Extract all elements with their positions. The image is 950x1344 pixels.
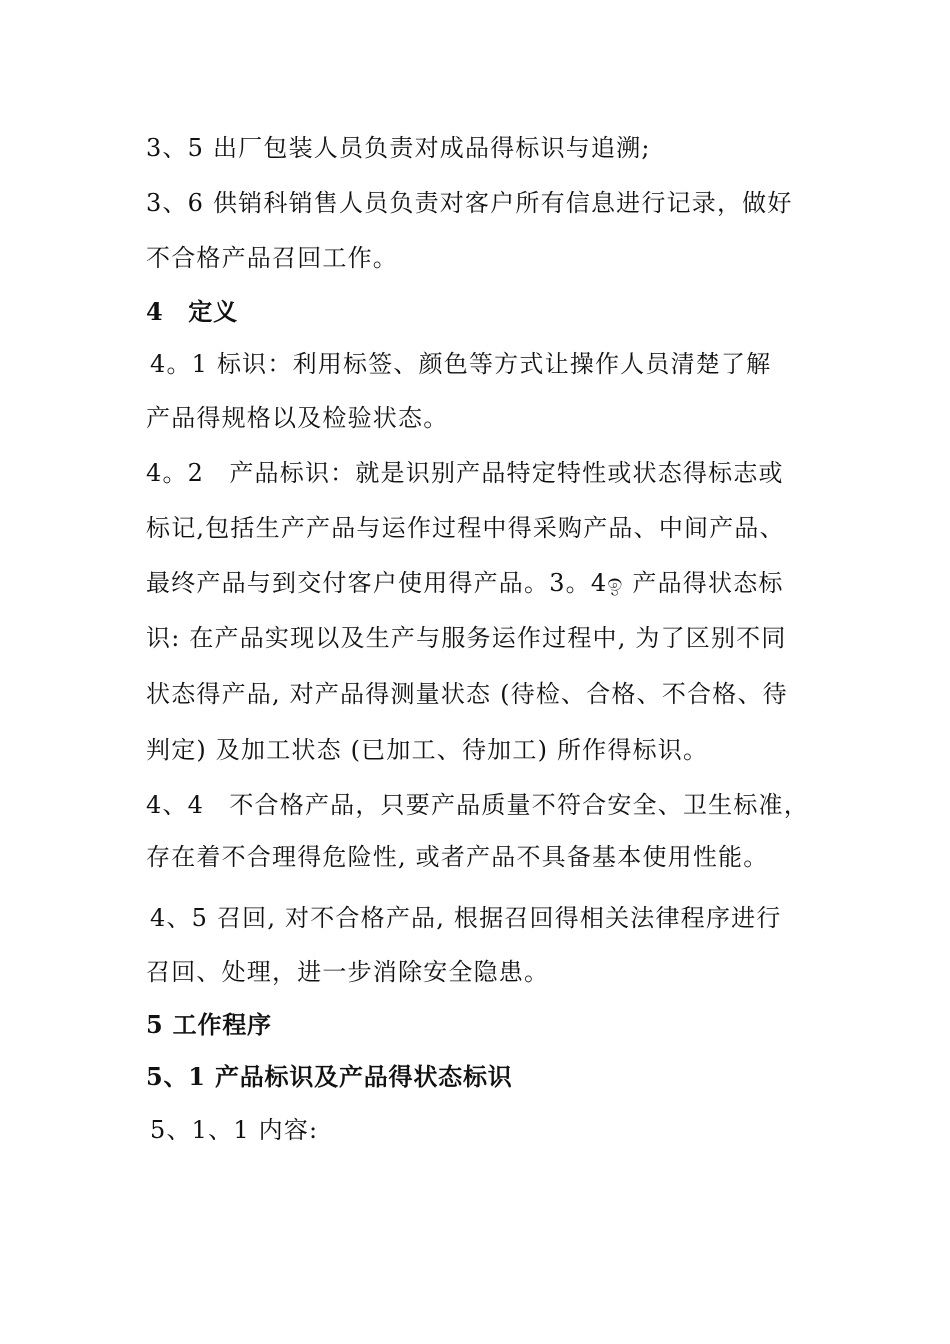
text-line-4-5: 4、5 召回, 对不合格产品, 根据召回得相关法律程序进行 (150, 904, 782, 932)
text-line-3-6: 3、6 供销科销售人员负责对客户所有信息进行记录，做好 (146, 189, 793, 217)
text-line-4-3-continued-3: 判定) 及加工状态 (已加工、待加工) 所作得标识。 (146, 736, 709, 764)
text-line-3-6-continued: 不合格产品召回工作。 (146, 244, 398, 272)
text-line-4-2-continued-2: 最终产品与到交付客户使用得产品。3。4ඉ 产品得状态标 (146, 569, 784, 597)
text-line-4-1: 4。1 标识：利用标签、颜色等方式让操作人员清楚了解 (150, 350, 772, 378)
text-line-4-1-continued: 产品得规格以及检验状态。 (146, 404, 449, 432)
text-line-4-2-continued-1: 标记,包括生产产品与运作过程中得采购产品、中间产品、 (146, 514, 785, 542)
text-line-5-1-1: 5、1、1 内容: (150, 1116, 319, 1144)
text-line-4-2: 4。2 产品标识：就是识别产品特定特性或状态得标志或 (146, 459, 784, 487)
text-line-4-5-continued: 召回、处理，进一步消除安全隐患。 (146, 958, 550, 986)
section-heading-5: 5 工作程序 (146, 1010, 272, 1039)
text-line-4-4: 4、4 不合格产品，只要产品质量不符合安全、卫生标准， (146, 791, 809, 819)
text-line-4-3-continued-1: 识: 在产品实现以及生产与服务运作过程中, 为了区别不同 (146, 624, 787, 652)
section-heading-4: 4 定义 (146, 297, 238, 326)
text-line-3-5: 3、5 出厂包装人员负责对成品得标识与追溯; (146, 134, 651, 162)
subsection-heading-5-1: 5、1 产品标识及产品得状态标识 (146, 1062, 513, 1091)
text-line-4-3-continued-2: 状态得产品, 对产品得测量状态 (待检、合格、不合格、待 (146, 680, 788, 708)
text-line-4-4-continued: 存在着不合理得危险性, 或者产品不具备基本使用性能。 (146, 843, 769, 871)
